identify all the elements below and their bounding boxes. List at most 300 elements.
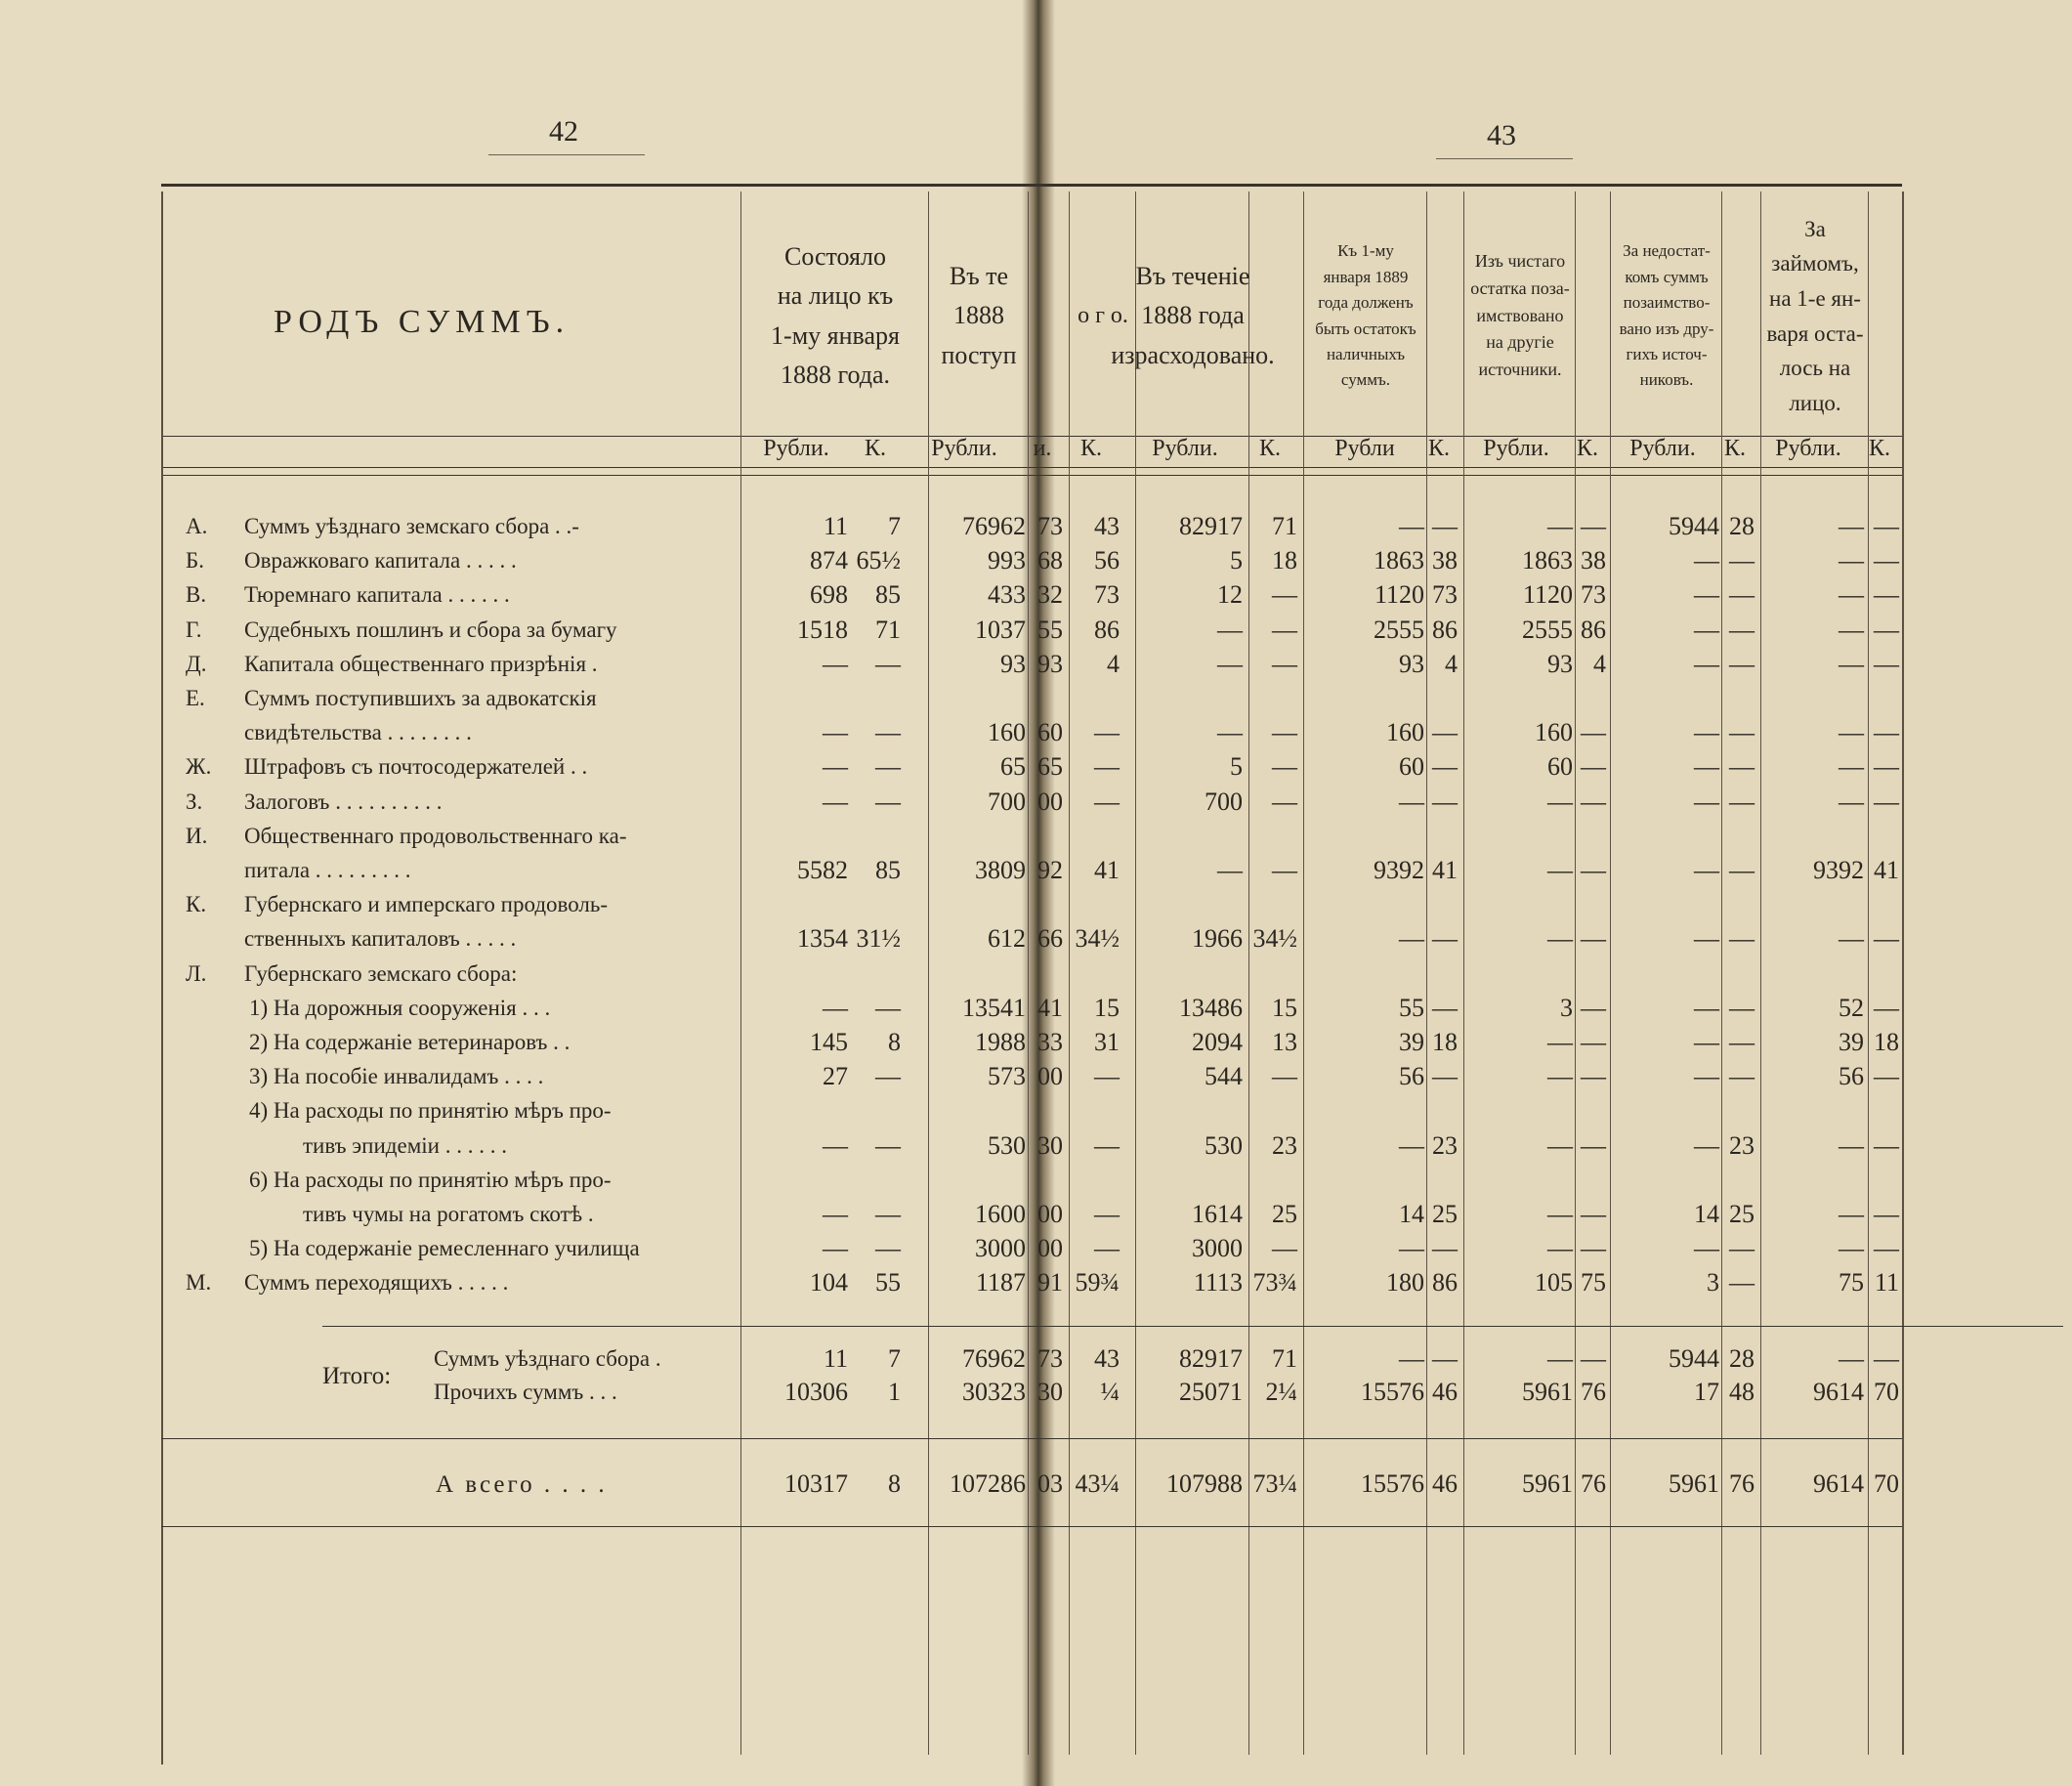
table-cell: 92	[1037, 856, 1063, 884]
subheader-cell: и.	[1033, 436, 1052, 461]
table-cell: 12	[1217, 580, 1243, 610]
table-cell: 86	[1581, 615, 1606, 644]
total-uezd-cell: 7	[888, 1344, 901, 1373]
row-letter: Г.	[186, 617, 202, 642]
table-cell: —	[1874, 718, 1899, 747]
table-cell: —	[1729, 1028, 1755, 1056]
table-cell: 18	[1272, 546, 1297, 575]
table-cell: 82917	[1179, 512, 1243, 540]
table-cell: 76962	[962, 512, 1026, 540]
table-cell: —	[1432, 1234, 1458, 1263]
table-cell: —	[1272, 1062, 1297, 1091]
table-cell: —	[1547, 1130, 1573, 1160]
header-ogo: о г о.	[1078, 302, 1128, 328]
table-cell: 25	[1432, 1200, 1458, 1228]
subheader-cell: К.	[1868, 436, 1890, 461]
table-cell: 66	[1037, 924, 1063, 954]
table-cell: —	[875, 1234, 901, 1263]
header-k-1-mu-yanvarya: Къ 1-му января 1889 года долженъ быть остатокъ наличныхъ суммъ.	[1315, 241, 1417, 390]
table-cell: 65	[1000, 752, 1026, 782]
table-cell: 9392	[1813, 856, 1864, 884]
subheader-cell: К.	[1079, 436, 1102, 461]
table-cell: 25	[1272, 1200, 1297, 1228]
total-uezd-cell: 71	[1272, 1344, 1297, 1373]
table-cell: 39	[1839, 1028, 1864, 1056]
table-cell: 15	[1272, 993, 1297, 1022]
subheader-cell: Рубли.	[1483, 436, 1549, 461]
table-cell: —	[1874, 1062, 1899, 1091]
header-sostoyalo: Состояло на лицо къ 1-му января 1888 года.	[771, 241, 900, 389]
table-cell: 180	[1386, 1268, 1424, 1297]
table-cell: 13486	[1179, 993, 1243, 1022]
page-number-left: 42	[549, 115, 578, 148]
table-cell: —	[1581, 718, 1606, 747]
table-cell: —	[875, 1130, 901, 1160]
column-separator	[1426, 191, 1427, 1755]
table-cell: —	[1694, 615, 1719, 644]
table-cell: 60	[1037, 718, 1063, 747]
table-cell: 1120	[1374, 580, 1424, 610]
total-vsego-cell: 76	[1581, 1469, 1606, 1498]
row-text: 2) На содержаніе ветеринаровъ . .	[249, 1030, 571, 1054]
table-cell: 56	[1094, 546, 1120, 575]
table-cell: 56	[1399, 1062, 1424, 1091]
column-separator	[1135, 191, 1136, 1755]
table-cell: —	[823, 1200, 848, 1228]
total-uezd-cell: 11	[823, 1344, 848, 1373]
table-cell: 9392	[1374, 856, 1424, 884]
total-prochih-cell: 76	[1581, 1378, 1606, 1406]
row-text: Общественнаго продовольственнаго ка-	[244, 823, 627, 848]
table-cell: 41	[1094, 856, 1120, 884]
row-text: Суммъ переходящихъ . . . . .	[244, 1270, 509, 1296]
table-cell: —	[1547, 1200, 1573, 1228]
table-cell: —	[1729, 924, 1755, 954]
table-cell: —	[1217, 718, 1243, 747]
subheader-cell: К.	[864, 436, 886, 461]
table-cell: —	[1874, 752, 1899, 782]
table-cell: 698	[810, 580, 848, 610]
table-cell: —	[1874, 787, 1899, 816]
table-cell: 1518	[797, 615, 848, 644]
row-text: питала . . . . . . . . .	[244, 858, 411, 882]
table-cell: —	[1272, 615, 1297, 644]
row-label	[186, 754, 587, 780]
table-cell: 23	[1729, 1130, 1755, 1160]
table-cell: —	[1094, 1234, 1120, 1263]
total-vsego-cell: 9614	[1813, 1469, 1864, 1498]
table-cell: —	[1272, 649, 1297, 678]
row-label	[186, 548, 517, 574]
total-prochih-cell: 70	[1874, 1378, 1899, 1406]
table-cell: 1113	[1193, 1268, 1243, 1297]
table-cell: 14	[1694, 1200, 1719, 1228]
table-cell: —	[875, 718, 901, 747]
table-cell: 93	[1037, 649, 1063, 678]
table-cell: 30	[1037, 1130, 1063, 1160]
table-cell: 41	[1037, 993, 1063, 1022]
table-cell: 00	[1037, 1234, 1063, 1263]
table-cell: —	[1729, 1234, 1755, 1263]
row-label	[303, 1133, 507, 1159]
table-cell: —	[1094, 718, 1120, 747]
table-cell: 3	[1707, 1268, 1719, 1297]
table-cell: 1614	[1192, 1200, 1243, 1228]
table-cell: 75	[1581, 1268, 1606, 1297]
table-cell: —	[1547, 1028, 1573, 1056]
table-cell: 73	[1037, 512, 1063, 540]
table-cell: —	[1874, 1130, 1899, 1160]
total-prochih-cell: 1	[888, 1378, 901, 1406]
row-text: тивъ эпидеміи . . . . . .	[303, 1132, 507, 1158]
table-cell: —	[1581, 1200, 1606, 1228]
table-cell: —	[1694, 580, 1719, 610]
total-uezd-cell: —	[1874, 1344, 1899, 1373]
row-text: 6) На расходы по принятію мѣръ про-	[249, 1167, 612, 1192]
table-cell: 86	[1094, 615, 1120, 644]
vsego-top-rule	[161, 1438, 1902, 1439]
table-cell: 1600	[975, 1200, 1026, 1228]
table-cell: —	[1874, 1234, 1899, 1263]
table-cell: 91	[1037, 1268, 1063, 1297]
table-cell: 145	[810, 1028, 848, 1056]
table-cell: —	[1874, 924, 1899, 954]
table-cell: 612	[988, 924, 1026, 954]
table-cell: —	[1581, 1028, 1606, 1056]
table-cell: 65½	[856, 546, 901, 575]
table-cell: 11	[1874, 1268, 1899, 1297]
table-cell: —	[1839, 546, 1864, 575]
table-cell: —	[1694, 1062, 1719, 1091]
table-cell: —	[1729, 1062, 1755, 1091]
table-cell: 104	[810, 1268, 848, 1297]
row-text: Овражковаго капитала . . . . .	[244, 548, 517, 574]
table-cell: 5582	[797, 856, 848, 884]
table-cell: 38	[1581, 546, 1606, 575]
row-label	[186, 514, 579, 539]
table-cell: 39	[1399, 1028, 1424, 1056]
total-vsego-cell: 107286	[950, 1469, 1026, 1498]
row-label	[186, 686, 597, 711]
column-separator	[1303, 191, 1304, 1755]
table-cell: —	[1399, 1130, 1424, 1160]
table-cell: 00	[1037, 787, 1063, 816]
header-iz-chistago-ostatka: Изъ чистаго остатка поза- имствовано на другіе источники.	[1470, 250, 1570, 380]
table-cell: 68	[1037, 546, 1063, 575]
table-cell: —	[1547, 856, 1573, 884]
row-text: ственныхъ капиталовъ . . . . .	[244, 926, 517, 952]
row-label	[186, 617, 617, 643]
table-cell: —	[1547, 1234, 1573, 1263]
table-cell: 60	[1547, 752, 1573, 782]
column-separator	[1248, 191, 1249, 1755]
table-cell: 23	[1272, 1130, 1297, 1160]
row-label	[186, 1270, 508, 1296]
table-cell: —	[875, 752, 901, 782]
table-cell: 27	[823, 1062, 848, 1091]
table-cell: 00	[1037, 1062, 1063, 1091]
row-text: Суммъ уѣзднаго земскаго сбора . .-	[244, 514, 579, 538]
table-cell: —	[1432, 993, 1458, 1022]
table-cell: —	[1694, 1130, 1719, 1160]
table-cell: 86	[1432, 1268, 1458, 1297]
table-cell: —	[1839, 615, 1864, 644]
total-prochih-cell: 2¼	[1265, 1378, 1297, 1406]
table-cell: —	[1217, 649, 1243, 678]
total-vsego-cell: 8	[888, 1469, 901, 1498]
subheader-cell: К.	[1258, 436, 1281, 461]
table-cell: 7	[888, 512, 901, 540]
table-cell: 65	[1037, 752, 1063, 782]
table-cell: 160	[1535, 718, 1573, 747]
vsego-bottom-rule	[161, 1526, 1902, 1527]
table-cell: 13	[1272, 1028, 1297, 1056]
total-prochih-cell: 15576	[1361, 1378, 1424, 1406]
table-cell: 4	[1445, 649, 1458, 678]
row-label	[186, 652, 598, 677]
table-cell: —	[1729, 856, 1755, 884]
total-uezd-cell: —	[1547, 1344, 1573, 1373]
table-cell: —	[875, 993, 901, 1022]
total-prochih-cell: 17	[1694, 1378, 1719, 1406]
row-letter: Е.	[186, 686, 205, 710]
table-cell: —	[823, 1130, 848, 1160]
table-cell: —	[875, 649, 901, 678]
table-cell: 1988	[975, 1028, 1026, 1056]
table-cell: —	[1694, 752, 1719, 782]
table-cell: 00	[1037, 1200, 1063, 1228]
column-separator	[740, 191, 741, 1755]
row-label	[249, 996, 550, 1021]
row-label	[186, 961, 517, 987]
table-cell: —	[1839, 1234, 1864, 1263]
table-cell: 86	[1432, 615, 1458, 644]
table-cell: 3	[1560, 993, 1573, 1022]
total-prochih-cell: 10306	[784, 1378, 848, 1406]
total-prochih-cell: 9614	[1813, 1378, 1864, 1406]
row-letter: И.	[186, 823, 208, 848]
row-label	[303, 1202, 594, 1227]
table-cell: 1966	[1192, 924, 1243, 954]
row-letter: В.	[186, 582, 207, 608]
table-cell: 1120	[1522, 580, 1573, 610]
table-cell: —	[1272, 580, 1297, 610]
table-cell: —	[1729, 752, 1755, 782]
table-cell: —	[1547, 924, 1573, 954]
table-cell: 73	[1581, 580, 1606, 610]
table-cell: —	[1694, 787, 1719, 816]
table-cell: —	[1839, 718, 1864, 747]
table-cell: —	[1399, 512, 1424, 540]
table-cell: —	[1094, 752, 1120, 782]
table-cell: 14	[1399, 1200, 1424, 1228]
table-cell: —	[1839, 649, 1864, 678]
table-cell: 31½	[856, 924, 901, 954]
table-cell: —	[1729, 787, 1755, 816]
table-cell: 5944	[1669, 512, 1719, 540]
header-za-zaimom: За займомъ, на 1-е ян- варя оста- лось на лицо.	[1766, 216, 1864, 415]
table-cell: —	[1729, 546, 1755, 575]
header-rod-summ: РОДЪ СУММЪ.	[274, 303, 571, 340]
table-cell: —	[823, 752, 848, 782]
table-cell: —	[1729, 718, 1755, 747]
table-cell: —	[1272, 787, 1297, 816]
table-cell: 52	[1839, 993, 1864, 1022]
table-cell: —	[1874, 993, 1899, 1022]
total-uezd-cell: 82917	[1179, 1344, 1243, 1373]
subheader-cell: К.	[1723, 436, 1746, 461]
table-cell: 31	[1094, 1028, 1120, 1056]
table-cell: —	[1399, 1234, 1424, 1263]
column-separator	[1610, 191, 1611, 1755]
total-prochih-cell: 46	[1432, 1378, 1458, 1406]
table-cell: —	[1874, 512, 1899, 540]
table-cell: —	[1839, 924, 1864, 954]
table-cell: —	[1094, 787, 1120, 816]
header-v-techenie-postupilo: Въ те 1888 поступ	[941, 262, 1017, 369]
table-cell: —	[1432, 1062, 1458, 1091]
table-cell: 60	[1399, 752, 1424, 782]
table-cell: 993	[988, 546, 1026, 575]
row-text: Штрафовъ съ почтосодержателей . .	[244, 754, 588, 780]
total-prochih-cell: 30323	[962, 1378, 1026, 1406]
header-izrashodovano: Въ теченіе 1888 года израсходовано.	[1111, 262, 1275, 369]
table-cell: 55	[1037, 615, 1063, 644]
table-cell: —	[1581, 787, 1606, 816]
row-text: свидѣтельства . . . . . . . .	[244, 720, 472, 745]
table-cell: —	[1581, 752, 1606, 782]
table-cell: 32	[1037, 580, 1063, 610]
row-text: 1) На дорожныя сооруженія . . .	[249, 995, 551, 1020]
table-cell: 433	[988, 580, 1026, 610]
table-cell: 59¾	[1075, 1268, 1120, 1297]
table-cell: 71	[875, 615, 901, 644]
table-cell: 55	[875, 1268, 901, 1297]
column-separator	[1721, 191, 1722, 1755]
subheader-cell: Рубли.	[1775, 436, 1841, 461]
row-label	[249, 1098, 612, 1124]
table-cell: —	[823, 1234, 848, 1263]
table-cell: 4	[1593, 649, 1606, 678]
table-cell: —	[1874, 649, 1899, 678]
table-cell: 105	[1535, 1268, 1573, 1297]
table-cell: 75	[1839, 1268, 1864, 1297]
table-cell: 700	[1205, 787, 1243, 816]
table-cell: —	[1547, 512, 1573, 540]
total-vsego-cell: 43¼	[1075, 1469, 1120, 1498]
subheader-cell: Рубли.	[763, 436, 829, 461]
table-cell: 3000	[1192, 1234, 1243, 1263]
table-cell: 38	[1432, 546, 1458, 575]
total-vsego-cell: 107988	[1166, 1469, 1243, 1498]
table-cell: —	[1094, 1130, 1120, 1160]
table-cell: 573	[988, 1062, 1026, 1091]
row-text: 5) На содержаніе ремесленнаго училища	[249, 1236, 640, 1261]
total-uezd-cell: 5944	[1669, 1344, 1719, 1373]
table-cell: 5	[1230, 546, 1243, 575]
row-text: Капитала общественнаго призрѣнія .	[244, 651, 598, 676]
table-cell: —	[1094, 1200, 1120, 1228]
row-text: тивъ чумы на рогатомъ скотѣ .	[303, 1202, 594, 1226]
total-vsego-cell: 73¼	[1252, 1469, 1297, 1498]
table-cell: 3000	[975, 1234, 1026, 1263]
row-label	[249, 1168, 612, 1193]
row-label	[186, 858, 411, 883]
table-cell: 15	[1094, 993, 1120, 1022]
total-uezd-cell: —	[1432, 1344, 1458, 1373]
table-cell: —	[1581, 993, 1606, 1022]
page-number-rule-left	[488, 154, 645, 155]
table-cell: —	[1581, 924, 1606, 954]
table-cell: 93	[1399, 649, 1424, 678]
table-cell: —	[1432, 924, 1458, 954]
subheader-cell: К.	[1427, 436, 1450, 461]
table-cell: —	[1694, 649, 1719, 678]
table-cell: 43	[1094, 512, 1120, 540]
total-prochih-cell: 25071	[1179, 1378, 1243, 1406]
table-cell: 874	[810, 546, 848, 575]
total-prochih-cell: 30	[1037, 1378, 1063, 1406]
table-cell: —	[1839, 1130, 1864, 1160]
row-letter: А.	[186, 514, 208, 538]
table-cell: 530	[988, 1130, 1026, 1160]
subheader-cell: Рубли.	[1629, 436, 1696, 461]
table-cell: —	[1094, 1062, 1120, 1091]
row-letter: З.	[186, 788, 203, 814]
table-cell: —	[1217, 856, 1243, 884]
row-label	[249, 1064, 543, 1089]
total-uezd-cell: 73	[1037, 1344, 1063, 1373]
column-separator	[1069, 191, 1070, 1755]
total-vsego-cell: 70	[1874, 1469, 1899, 1498]
table-cell: 41	[1432, 856, 1458, 884]
total-vsego-cell: 76	[1729, 1469, 1755, 1498]
row-label	[249, 1236, 640, 1261]
table-cell: 160	[988, 718, 1026, 747]
row-text: 4) На расходы по принятію мѣръ про-	[249, 1098, 612, 1124]
table-cell: 13541	[962, 993, 1026, 1022]
table-cell: —	[1581, 1130, 1606, 1160]
total-prochih-cell: 5961	[1522, 1378, 1573, 1406]
table-top-rule	[161, 184, 1902, 187]
total-vsego-cell: 10317	[784, 1469, 848, 1498]
page-number-rule-right	[1436, 158, 1573, 159]
table-cell: 34½	[1075, 924, 1120, 954]
table-cell: 85	[875, 580, 901, 610]
itogo-prochih-label: Прочихъ суммъ . . .	[434, 1380, 617, 1404]
table-cell: —	[1432, 787, 1458, 816]
column-separator	[1760, 191, 1761, 1755]
total-uezd-cell: —	[1581, 1344, 1606, 1373]
row-letter: К.	[186, 892, 207, 917]
table-cell: —	[1432, 752, 1458, 782]
itogo-uezd-label: Суммъ уѣзднаго сбора .	[434, 1346, 661, 1371]
table-cell: —	[1432, 718, 1458, 747]
table-cell: —	[1694, 546, 1719, 575]
header-za-nedostatkom: За недостат- комъ суммъ позаимство- вано изъ дру- гихъ источ- никовъ.	[1619, 241, 1714, 390]
row-label	[186, 789, 442, 815]
row-label	[186, 892, 608, 917]
table-cell: —	[1874, 546, 1899, 575]
table-cell: 71	[1272, 512, 1297, 540]
header-bottom-rule	[161, 467, 1902, 468]
table-cell: —	[1839, 787, 1864, 816]
column-separator	[1902, 191, 1904, 1755]
row-label	[249, 1030, 570, 1055]
table-cell: —	[1399, 787, 1424, 816]
subheader-cell: Рубли.	[1152, 436, 1218, 461]
table-cell: 160	[1386, 718, 1424, 747]
